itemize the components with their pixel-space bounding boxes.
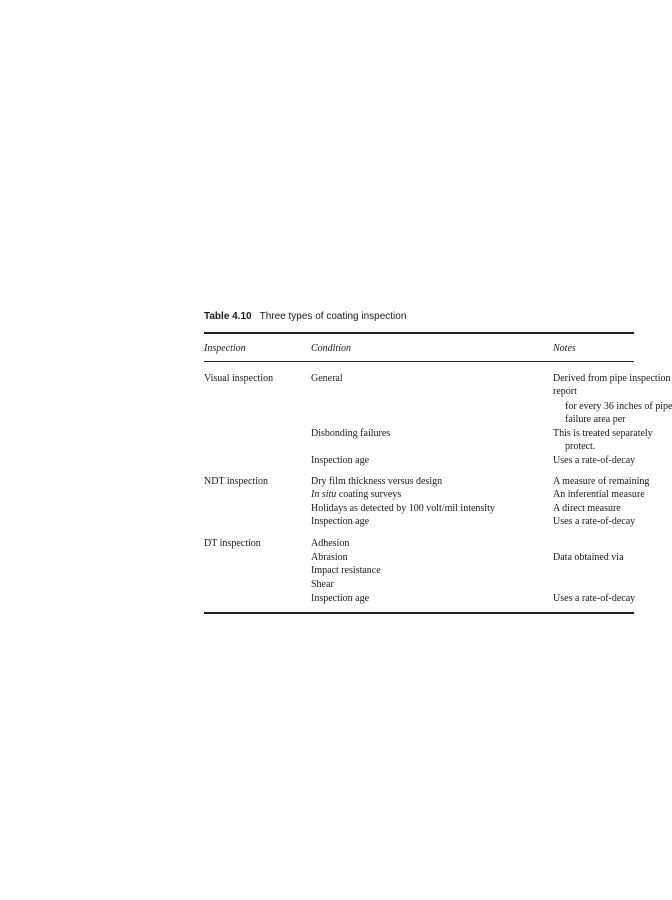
general-note-line-4: failure area per	[565, 414, 626, 425]
abrasion-condition: Abrasion	[311, 552, 348, 563]
ndt-inspection-label: NDT inspection	[204, 476, 268, 487]
visual-inspection-label: Visual inspection	[204, 373, 274, 384]
dry-film-note: A measure of remaining	[553, 476, 650, 487]
in-situ-condition	[311, 489, 401, 501]
header-notes: Notes	[553, 343, 576, 354]
adhesion-condition: Adhesion	[311, 538, 350, 549]
bottom-rule	[204, 612, 634, 614]
table-title: Three types of coating inspection	[259, 311, 407, 322]
header-inspection: Inspection	[204, 343, 246, 354]
disbonding-condition: Disbonding failures	[311, 428, 391, 439]
ndt-age-note: Uses a rate-of-decay	[553, 516, 636, 527]
in-situ-note: An inferential measure	[553, 489, 645, 500]
holidays-condition: Holidays as detected by 100 volt/mil intensity	[311, 503, 495, 514]
disbonding-note-line-1: This is treated separately	[553, 428, 653, 439]
impact-condition: Impact resistance	[311, 565, 381, 576]
dt-age-condition: Inspection age	[311, 593, 370, 604]
general-note-line-2: report	[553, 386, 577, 397]
header-rule	[204, 361, 634, 362]
ndt-age-condition: Inspection age	[311, 516, 370, 527]
shear-condition: Shear	[311, 579, 334, 590]
in-situ-italic: In situ	[311, 489, 337, 500]
dry-film-condition: Dry film thickness versus design	[311, 476, 443, 487]
disbonding-note-line-2: protect.	[565, 441, 596, 452]
general-condition: General	[311, 373, 343, 384]
dt-inspection-label: DT inspection	[204, 538, 261, 549]
visual-age-condition: Inspection age	[311, 455, 370, 466]
visual-age-note: Uses a rate-of-decay	[553, 455, 636, 466]
header-condition: Condition	[311, 343, 352, 354]
abrasion-note: Data obtained via	[553, 552, 624, 563]
general-note-line-3: for every 36 inches of pipe	[565, 401, 672, 412]
table-label: Table 4.10	[204, 311, 252, 322]
general-note-line-1: Derived from pipe inspection	[553, 373, 671, 384]
holidays-note: A direct measure	[553, 503, 621, 514]
table-caption	[204, 311, 406, 322]
top-rule	[204, 332, 634, 334]
in-situ-rest: coating surveys	[336, 489, 402, 500]
dt-age-note: Uses a rate-of-decay	[553, 593, 636, 604]
